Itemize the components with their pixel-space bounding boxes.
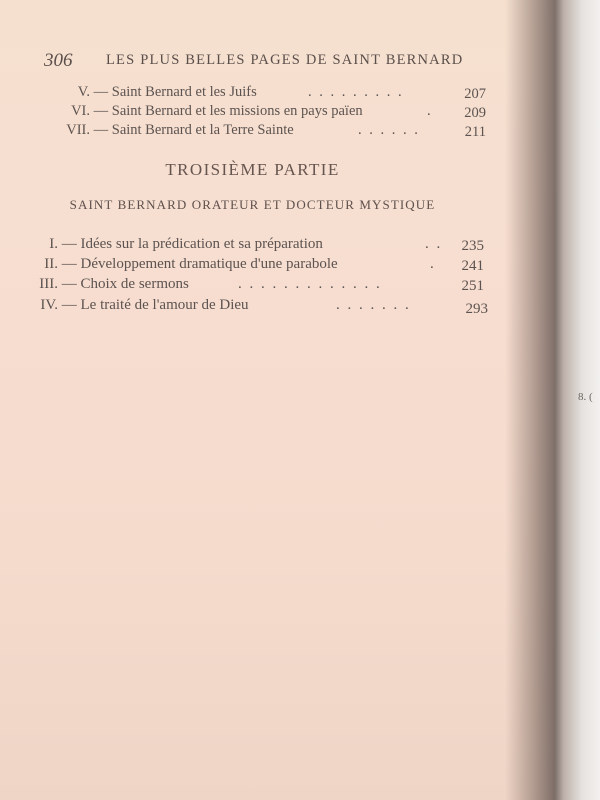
toc-entry-number: IV. — [40, 297, 58, 313]
toc-entry-number: V. — [77, 84, 90, 100]
toc-entry-number: III. — [39, 276, 58, 292]
toc-entry-title: — Développement dramatique d'une parabole — [61, 256, 338, 272]
toc-entry-leader: . . . . . . . . . . . . . — [238, 276, 382, 292]
toc-entry — [20, 276, 484, 294]
toc-entry — [50, 84, 486, 102]
toc-entry-title: — Choix de sermons — [61, 276, 189, 292]
toc-entry-title: — Idées sur la prédication et sa préparation — [61, 236, 323, 252]
toc-entry-page: 241 — [461, 258, 484, 274]
running-head: LES PLUS BELLES PAGES DE SAINT BERNARD — [106, 52, 464, 68]
toc-entry-page: 211 — [464, 124, 486, 140]
toc-entry-number: VI. — [71, 103, 90, 119]
toc-entry-title: — Saint Bernard et les Juifs — [93, 84, 257, 100]
toc-entry-leader: . . . . . . — [358, 122, 420, 138]
toc-entry-page: 251 — [461, 278, 484, 294]
toc-entry-number: I. — [49, 236, 58, 252]
toc-entry-title: — Saint Bernard et la Terre Sainte — [93, 122, 294, 138]
page-edge-shadow — [505, 0, 555, 800]
toc-entry — [30, 236, 484, 254]
toc-entry-title: — Saint Bernard et les missions en pays païen — [93, 103, 363, 119]
toc-entry — [36, 122, 486, 140]
toc-entry-leader: . — [427, 103, 433, 119]
toc-entry-page: 293 — [465, 301, 488, 317]
toc-entry — [18, 297, 488, 317]
toc-entry-page: 207 — [464, 86, 486, 102]
toc-entry-leader: . . . . . . . . . — [308, 84, 404, 100]
toc-entry — [24, 256, 484, 274]
facing-page-text: 8. ( — [578, 391, 593, 403]
page-number: 306 — [44, 50, 73, 71]
page-header — [40, 48, 490, 70]
part-title: TROISIÈME PARTIE — [165, 160, 340, 179]
toc-entry-title: — Le traité de l'amour de Dieu — [61, 297, 249, 313]
toc-entry-number: II. — [44, 256, 58, 272]
toc-entry-number: VII. — [66, 122, 90, 138]
toc-entry-page: 235 — [461, 238, 484, 254]
toc-entry — [42, 103, 486, 121]
part-subtitle: SAINT BERNARD ORATEUR ET DOCTEUR MYSTIQUE — [69, 197, 436, 212]
toc-entry-leader: . — [430, 256, 436, 272]
toc-entry-page: 209 — [464, 105, 486, 121]
toc-entry-leader: . . . . . . . — [336, 297, 411, 313]
toc-entry-leader: . . — [425, 236, 443, 252]
